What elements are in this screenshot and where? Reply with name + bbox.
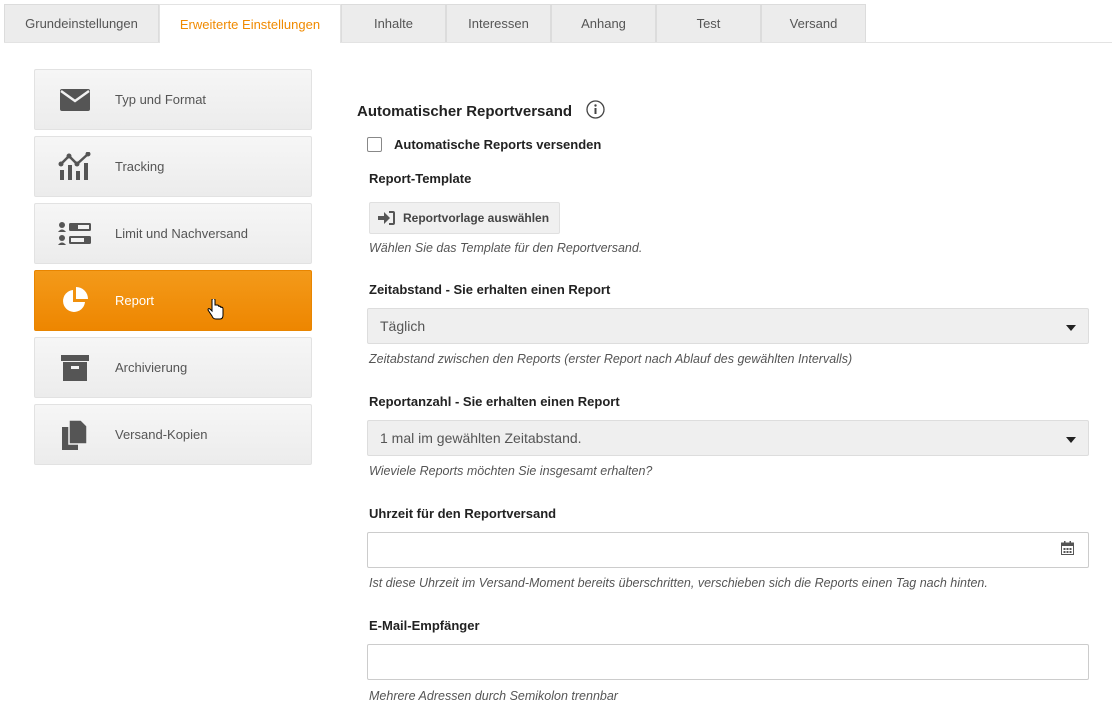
settings-sidebar bbox=[34, 69, 312, 471]
select-template-button-label: Reportvorlage auswählen bbox=[403, 211, 550, 225]
sidebar-item-report[interactable] bbox=[34, 270, 312, 331]
auto-reports-row bbox=[367, 134, 1089, 154]
sidebar-item-archivierung[interactable] bbox=[34, 337, 312, 398]
count-select[interactable] bbox=[367, 420, 1089, 456]
auto-reports-label: Automatische Reports versenden bbox=[394, 136, 602, 152]
select-template-button[interactable] bbox=[369, 202, 560, 234]
auto-reports-checkbox[interactable] bbox=[367, 137, 382, 152]
tab-versand[interactable]: Versand bbox=[761, 4, 866, 42]
section-title bbox=[357, 100, 1089, 122]
tab-anhang[interactable]: Anhang bbox=[551, 4, 656, 42]
sidebar-item-tracking[interactable] bbox=[34, 136, 312, 197]
archive-box-icon bbox=[35, 355, 115, 381]
template-hint: Wählen Sie das Template für den Reportversand. bbox=[369, 241, 643, 255]
sidebar-item-limit-und-nachversand[interactable] bbox=[34, 203, 312, 264]
users-list-icon bbox=[35, 221, 115, 247]
envelope-icon bbox=[35, 89, 115, 111]
time-input[interactable] bbox=[367, 532, 1089, 568]
hand-cursor-icon bbox=[207, 299, 225, 326]
calendar-icon[interactable] bbox=[1061, 541, 1074, 560]
tab-test[interactable]: Test bbox=[656, 4, 761, 42]
template-label: Report-Template bbox=[369, 171, 472, 186]
tab-grundeinstellungen[interactable]: Grundeinstellungen bbox=[4, 4, 159, 42]
time-label: Uhrzeit für den Reportversand bbox=[369, 506, 557, 521]
caret-down-icon bbox=[1066, 430, 1076, 446]
interval-select-value: Täglich bbox=[380, 318, 426, 334]
pie-chart-icon bbox=[35, 287, 115, 315]
sidebar-item-versand-kopien[interactable] bbox=[34, 404, 312, 465]
sidebar-item-label: Report bbox=[115, 293, 155, 308]
interval-label: Zeitabstand - Sie erhalten einen Report bbox=[369, 282, 611, 297]
sidebar-item-label: Typ und Format bbox=[115, 92, 207, 107]
section-title-text: Automatischer Reportversand bbox=[357, 102, 573, 120]
email-hint: Mehrere Adressen durch Semikolon trennbar bbox=[369, 689, 618, 703]
email-label: E-Mail-Empfänger bbox=[369, 618, 480, 633]
sidebar-item-label: Limit und Nachversand bbox=[115, 226, 248, 241]
tab-erweiterte-einstellungen[interactable]: Erweiterte Einstellungen bbox=[159, 4, 341, 43]
report-settings-form bbox=[357, 100, 1089, 703]
copy-icon bbox=[35, 420, 115, 450]
count-select-value: 1 mal im gewählten Zeitabstand. bbox=[380, 430, 582, 446]
sidebar-item-label: Tracking bbox=[115, 159, 165, 174]
interval-hint: Zeitabstand zwischen den Reports (erster Report nach Ablauf des gewählten Intervalls) bbox=[369, 352, 853, 366]
time-hint: Ist diese Uhrzeit im Versand-Moment bereits überschritten, verschieben sich die Reports einen Tag nach hinten. bbox=[369, 576, 988, 590]
chart-icon bbox=[35, 152, 115, 182]
email-input[interactable] bbox=[367, 644, 1089, 680]
tab-bar bbox=[4, 4, 1112, 43]
interval-select[interactable] bbox=[367, 308, 1089, 344]
sidebar-item-typ-und-format[interactable] bbox=[34, 69, 312, 130]
sign-in-icon bbox=[378, 211, 395, 225]
tab-inhalte[interactable]: Inhalte bbox=[341, 4, 446, 42]
count-label: Reportanzahl - Sie erhalten einen Report bbox=[369, 394, 620, 409]
count-hint: Wieviele Reports möchten Sie insgesamt erhalten? bbox=[369, 464, 653, 478]
sidebar-item-label: Versand-Kopien bbox=[115, 427, 208, 442]
caret-down-icon bbox=[1066, 318, 1076, 334]
tab-interessen[interactable]: Interessen bbox=[446, 4, 551, 42]
info-icon[interactable] bbox=[586, 100, 605, 123]
sidebar-item-label: Archivierung bbox=[115, 360, 188, 375]
